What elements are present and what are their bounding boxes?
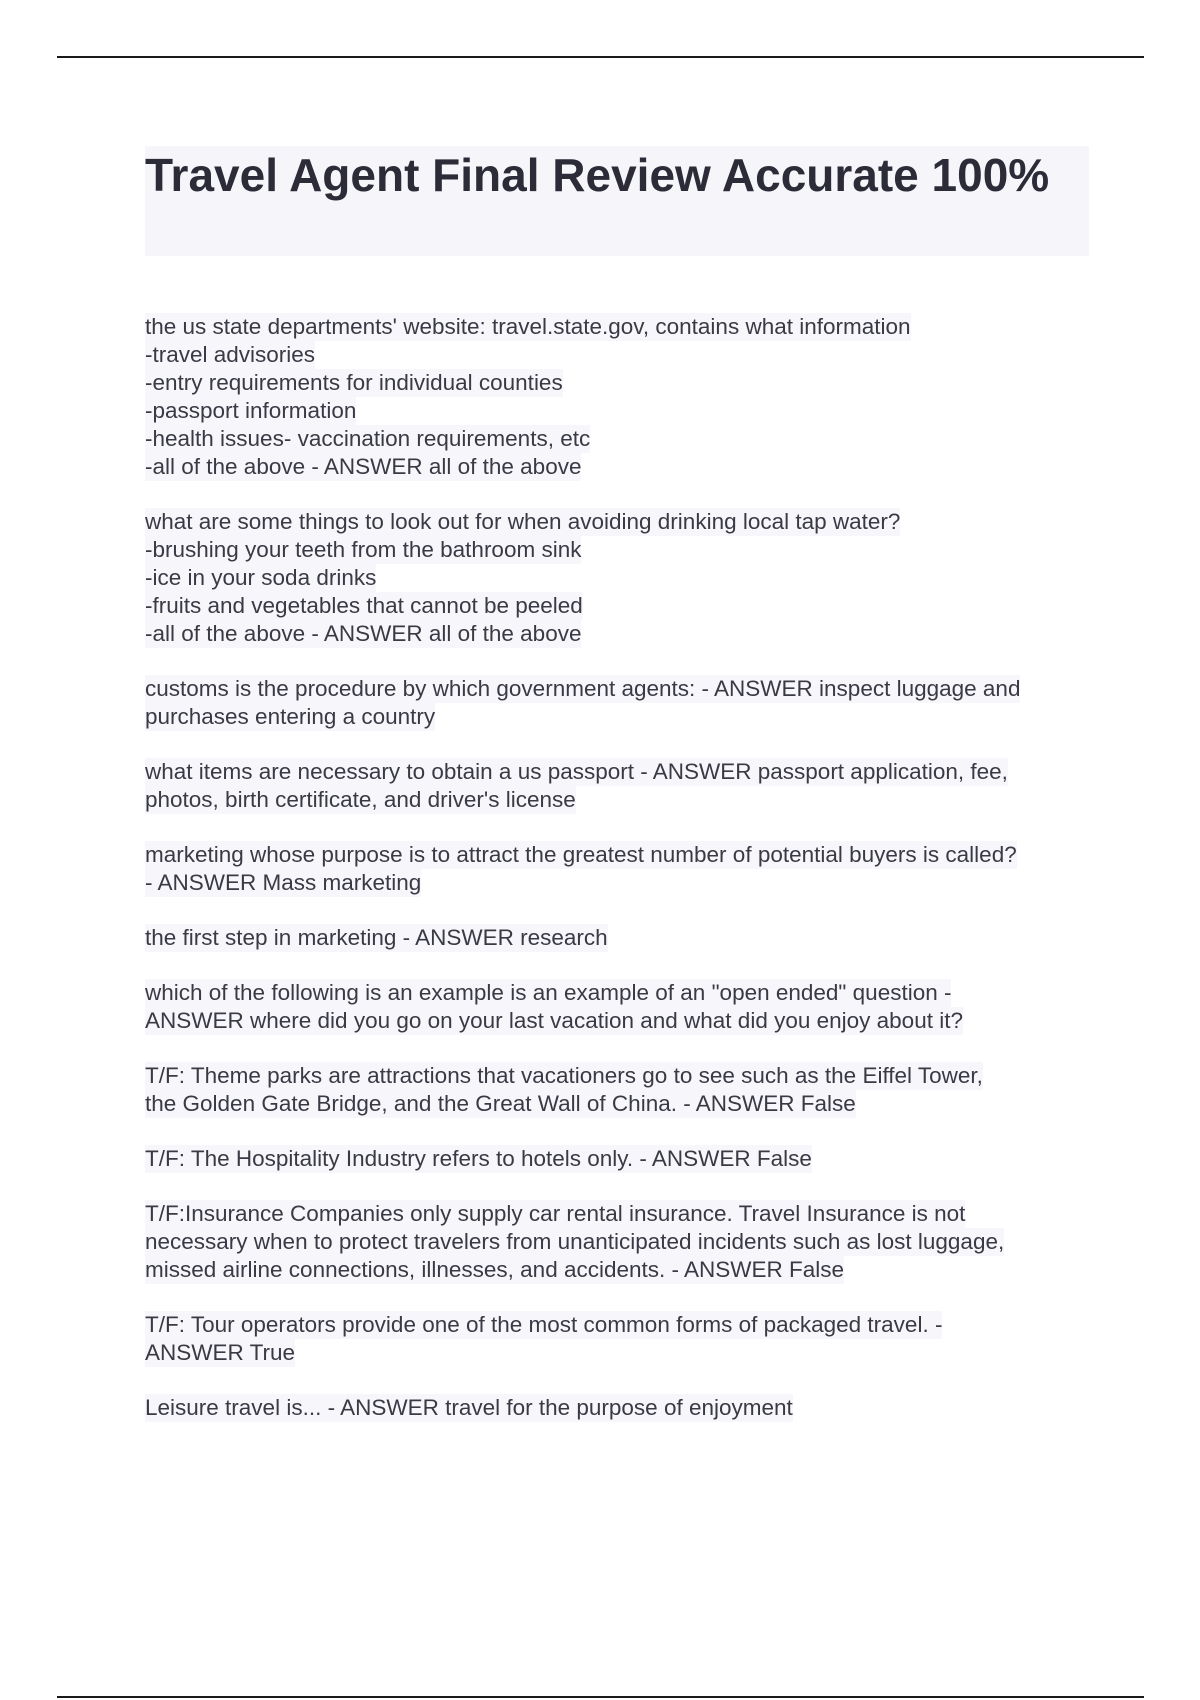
qa-line: purchases entering a country [145,704,436,729]
qa-line: Leisure travel is... - ANSWER travel for the purpose of enjoyment [145,1395,793,1420]
qa-line: - ANSWER Mass marketing [145,870,422,895]
qa-line: T/F: Tour operators provide one of the most common forms of packaged travel. - [145,1312,943,1337]
qa-line: -entry requirements for individual counties [145,370,563,395]
qa-line: -all of the above - ANSWER all of the above [145,454,582,479]
qa-line: necessary when to protect travelers from unanticipated incidents such as lost luggage, [145,1229,1005,1254]
qa-line: photos, birth certificate, and driver's license [145,787,576,812]
qa-line: -ice in your soda drinks [145,565,377,590]
qa-line: what are some things to look out for when avoiding drinking local tap water? [145,509,901,534]
top-rule [57,56,1144,58]
qa-line: T/F: The Hospitality Industry refers to hotels only. - ANSWER False [145,1146,812,1171]
page-title: Travel Agent Final Review Accurate 100% [145,149,1050,201]
qa-line: which of the following is an example is an example of an "open ended" question - [145,980,952,1005]
qa-list [145,313,1089,1449]
qa-line: the first step in marketing - ANSWER research [145,925,608,950]
qa-item-10 [145,1200,1089,1284]
qa-line: marketing whose purpose is to attract the greatest number of potential buyers is called? [145,842,1017,867]
qa-line: -health issues- vaccination requirements, etc [145,426,591,451]
bottom-rule [57,1696,1144,1698]
qa-item-9 [145,1145,1089,1173]
qa-line: -passport information [145,398,357,423]
qa-item-11 [145,1311,1089,1367]
qa-line: missed airline connections, illnesses, and accidents. - ANSWER False [145,1257,845,1282]
qa-line: the us state departments' website: travel.state.gov, contains what information [145,314,911,339]
qa-item-2 [145,508,1089,648]
qa-item-6 [145,924,1089,952]
qa-line: what items are necessary to obtain a us passport - ANSWER passport application, fee, [145,759,1008,784]
qa-line: the Golden Gate Bridge, and the Great Wall of China. - ANSWER False [145,1091,856,1116]
qa-item-7 [145,979,1089,1035]
qa-line: T/F:Insurance Companies only supply car rental insurance. Travel Insurance is not [145,1201,966,1226]
qa-item-4 [145,758,1089,814]
title-box [145,146,1089,256]
qa-line: -fruits and vegetables that cannot be peeled [145,593,583,618]
qa-line: customs is the procedure by which government agents: - ANSWER inspect luggage and [145,676,1021,701]
qa-line: -travel advisories [145,342,316,367]
qa-line: T/F: Theme parks are attractions that vacationers go to see such as the Eiffel Tower, [145,1063,983,1088]
qa-item-12 [145,1394,1089,1422]
qa-item-5 [145,841,1089,897]
qa-line: ANSWER where did you go on your last vacation and what did you enjoy about it? [145,1008,963,1033]
qa-line: -brushing your teeth from the bathroom sink [145,537,582,562]
qa-item-3 [145,675,1089,731]
qa-line: -all of the above - ANSWER all of the above [145,621,582,646]
qa-item-8 [145,1062,1089,1118]
qa-item-1 [145,313,1089,481]
qa-line: ANSWER True [145,1340,296,1365]
